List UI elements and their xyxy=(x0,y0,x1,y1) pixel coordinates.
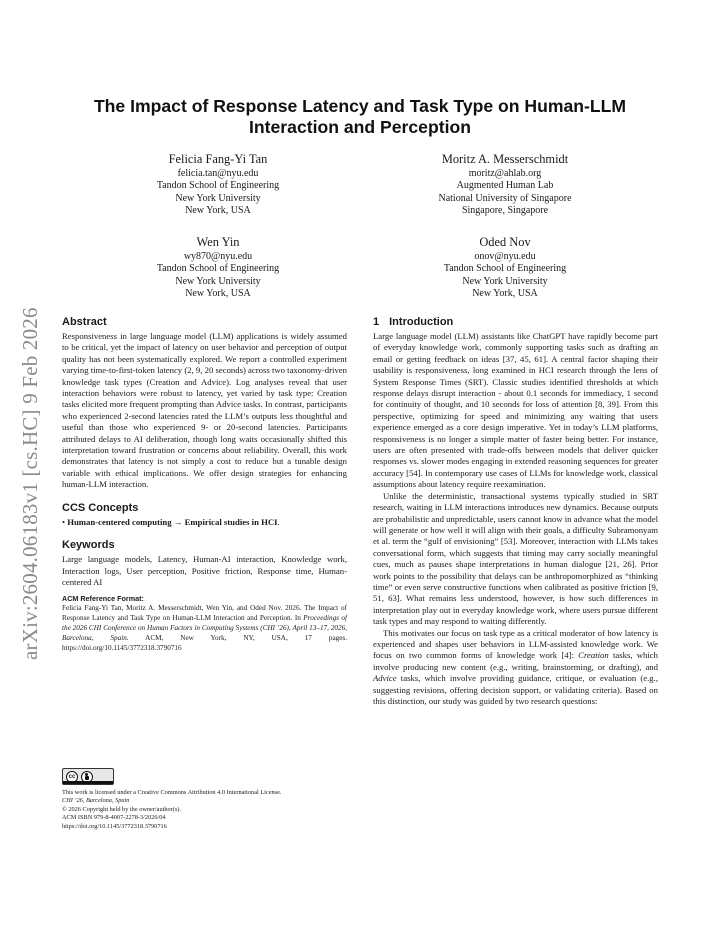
author-name: Wen Yin xyxy=(196,235,240,249)
author-email[interactable]: moritz@ahlab.org xyxy=(468,168,542,179)
author-affiliation: Tandon School of Engineering xyxy=(156,263,280,275)
author-name: Moritz A. Messerschmidt xyxy=(441,152,569,166)
author-affiliation: Tandon School of Engineering xyxy=(156,180,280,192)
keywords-text: Large language models, Latency, Human-AI interaction, Knowledge work, Interaction logs, User perception, Positive friction, Response time, Human-centered AI xyxy=(62,554,347,587)
introduction-heading xyxy=(373,315,658,329)
license-block xyxy=(62,789,352,831)
intro-paragraph-2: Unlike the deterministic, transactional systems typically studied in SRT research, waiting in LLM interactions introduces new dynamics. Because outputs are probabilistic and unpredictable, users cannot know in advance what the model will generate or how well it will align with their goals, a difficulty Subramonyam et al. term the “gulf of envisioning” [53]. Moreover, interaction with LLMs takes conversational form, which suggests that timing may carry socially meaningful cues, much as pauses shape interpretations in human dialogue [21, 26]. Prior work points to the possibility that delays can be anthropomorphized as “thinking time” or even serve constructive functions when calibrated as positive friction [9, 51, 63]. What remains less understood, however, is how such differences in interpretation play out in everyday knowledge work, where users pursue different task types and may respond to waiting differently. xyxy=(373,490,658,627)
arxiv-identifier[interactable]: arXiv:2604.06183v1 [cs.HC] 9 Feb 2026 xyxy=(18,307,42,660)
author-organization: New York University xyxy=(462,275,548,287)
intro-paragraph-3: This motivates our focus on task type as a critical moderator of how latency is experienced and shapes user behaviors in LLM-assisted knowledge work. We focus on two common forms of knowledge work [4]: Creation tasks, which involve producing new content (e.g., writing, brainstorming, or drafting), and Advice tasks, which involve providing guidance, critique, or evaluation (e.g., suggesting revisions, offering decision support, or validating criteria). Based on this distinction, our study was guided by two research questions: xyxy=(373,627,658,706)
license-statement: This work is licensed under a Creative Commons Attribution 4.0 International License. xyxy=(62,789,282,796)
author-block xyxy=(395,152,615,218)
license-copyright: © 2026 Copyright held by the owner/author(s). xyxy=(62,805,181,813)
ccs-tail: . xyxy=(277,516,280,527)
advice-term: Advice xyxy=(373,673,397,684)
author-name: Felicia Fang-Yi Tan xyxy=(168,152,268,166)
ccs-heading: CCS Concepts xyxy=(62,501,139,514)
acm-reference-tail: ACM, New York, NY, USA, 17 pages. https://doi.org/10.1145/3772318.3790716 xyxy=(62,633,348,652)
license-doi[interactable]: https://doi.org/10.1145/3772318.3790716 xyxy=(62,822,167,830)
author-email[interactable]: felicia.tan@nyu.edu xyxy=(177,168,259,179)
right-column xyxy=(373,315,658,707)
author-affiliation: Augmented Human Lab xyxy=(456,180,554,192)
left-column xyxy=(62,315,347,653)
section-number: 1 xyxy=(373,316,380,328)
license-venue: CHI ’26, Barcelona, Spain xyxy=(62,797,130,805)
author-organization: New York University xyxy=(175,192,261,204)
author-block xyxy=(108,235,328,301)
abstract-heading: Abstract xyxy=(62,316,107,328)
acm-reference-authors: Felicia Fang-Yi Tan, Moritz A. Messerschmidt, Wen Yin, and Oded Nov. 2026. The Impact of Response Latency and Task Type on Human-LLM Interaction and Perception. In xyxy=(62,604,347,623)
author-block xyxy=(108,152,328,218)
author-location: Singapore, Singapore xyxy=(461,205,549,217)
acm-reference-heading: ACM Reference Format: xyxy=(62,594,144,604)
author-location: New York, USA xyxy=(472,288,538,300)
author-email[interactable]: wy870@nyu.edu xyxy=(183,251,253,262)
author-organization: National University of Singapore xyxy=(438,192,572,204)
creative-commons-badge[interactable] xyxy=(62,768,114,785)
author-location: New York, USA xyxy=(185,205,251,217)
paper-title: The Impact of Response Latency and Task Type on Human-LLM Interaction and Perception xyxy=(93,96,627,137)
ccs-concept-sub: Empirical studies in HCI xyxy=(184,516,278,527)
ccs-arrow: → xyxy=(173,516,183,527)
acm-reference-venue: Proceedings of the 2026 CHI Conference on Human Factors in Computing Systems (CHI ’26), April 13–17, 2026, Barcelona, Spain. xyxy=(62,614,347,642)
abstract-text: Responsiveness in large language model (LLM) applications is widely assumed to be critical, yet the impact of latency on user behavior and perception of output quality has not been systematically explored. We report a controlled experiment varying time-to-first-token latency (2, 9, 20 seconds) across two taxonomy-driven knowledge task types (Creation and Advice). Log analyses reveal that user interaction behaviors were robust to latency, yet varied by task type: Creation tasks elicited more frequent prompting than Advice tasks. In contrast, participants who experienced 2-second latencies rated the LLM’s outputs less thoughtful and useful than those who experienced 9- or 20-second latencies. Participants attributed delays to AI deliberation, though long waits occasionally shifted this interpretation toward frustration or concerns about reliability. Overall, this work demonstrates that latency is not simply a cost to reduce but a tunable design variable with ethical implications. We offer design strategies for enhancing human-LLM interaction. xyxy=(62,331,347,490)
keywords-heading: Keywords xyxy=(62,539,115,552)
author-block xyxy=(395,235,615,301)
acm-reference-text xyxy=(62,604,347,653)
author-affiliation: Tandon School of Engineering xyxy=(443,263,567,275)
ccs-concept xyxy=(62,517,347,528)
intro-paragraph-1: Large language model (LLM) assistants like ChatGPT have rapidly become part of everyday knowledge work, commonly supporting tasks such as drafting an email or getting feedback on ideas [37, 45, 61]. A central factor shaping their usability is responsiveness, long examined in HCI research through the lens of System Response Times (SRT). Classic studies identified thresholds at which response delays disrupt interaction - about 0.1 seconds for immediacy, 1 second for continuity of thought, and 10 seconds for loss of attention [8, 39]. From this perspective, optimizing for speed and minimizing any waiting that users experience emerged as a core design imperative. Yet in today’s LLM platforms, responsiveness is no longer a simple matter of faster being better. For instance, users are often presented with trade-offs between models that deliver quicker responses vs. slower modes engaging in extended reasoning sequences for greater accuracy [54]. In contemporary use cases of LLMs for knowledge work, classical assumptions about latency require reexamination. xyxy=(373,331,658,490)
author-organization: New York University xyxy=(175,275,261,287)
author-email[interactable]: onov@nyu.edu xyxy=(474,251,536,262)
author-location: New York, USA xyxy=(185,288,251,300)
creation-term: Creation xyxy=(578,650,609,661)
author-name: Oded Nov xyxy=(479,235,531,249)
ccs-bullet: • xyxy=(62,516,66,527)
ccs-concept-main: Human-centered computing xyxy=(67,516,172,527)
cc-icon: cc xyxy=(66,771,78,783)
section-title: Introduction xyxy=(389,316,454,328)
license-isbn: ACM ISBN 979-8-4007-2278-3/2026/04 xyxy=(62,814,166,822)
